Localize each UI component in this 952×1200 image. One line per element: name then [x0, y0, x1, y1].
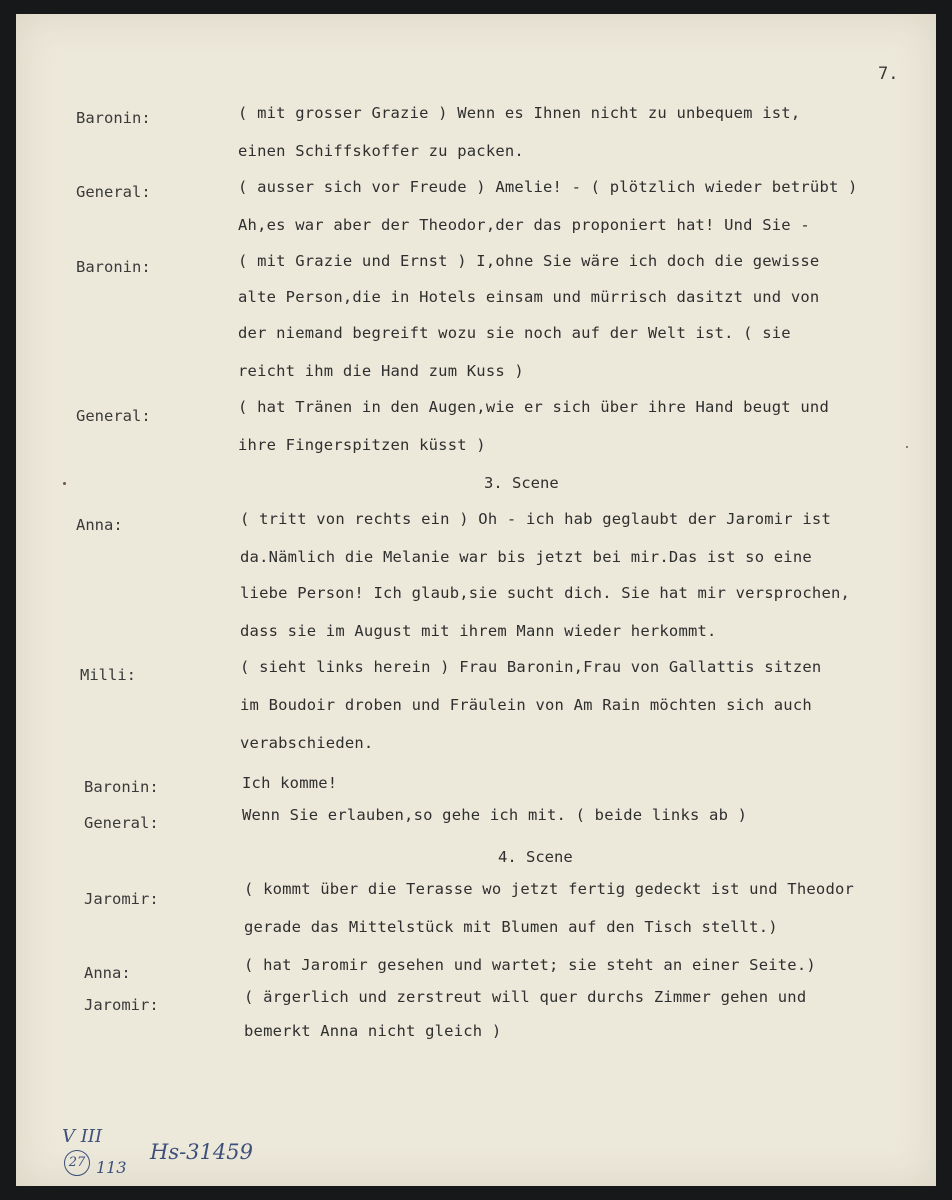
dialogue-line: im Boudoir droben und Fräulein von Am Rain möchten sich auch	[240, 696, 812, 714]
dialogue-line: reicht ihm die Hand zum Kuss )	[238, 362, 524, 380]
speaker-label: Jaromir:	[84, 996, 159, 1014]
speaker-label: General:	[76, 407, 151, 425]
speaker-label: Baronin:	[84, 778, 159, 796]
dialogue-line: bemerkt Anna nicht gleich )	[244, 1022, 502, 1040]
dialogue-line: alte Person,die in Hotels einsam und mürrisch dasitzt und von	[238, 288, 820, 306]
speaker-label: Anna:	[84, 964, 131, 982]
speaker-label: Milli:	[80, 666, 136, 684]
dialogue-line: ( sieht links herein ) Frau Baronin,Frau von Gallattis sitzen	[240, 658, 822, 676]
dialogue-line: Ah,es war aber der Theodor,der das proponiert hat! Und Sie -	[238, 216, 810, 234]
paper-speck	[63, 482, 66, 485]
dialogue-line: ( ausser sich vor Freude ) Amelie! - ( plötzlich wieder betrübt )	[238, 178, 858, 196]
dialogue-line: ( kommt über die Terasse wo jetzt fertig gedeckt ist und Theodor	[244, 880, 855, 898]
speaker-label: General:	[84, 814, 159, 832]
archive-shelf-mark: V III	[62, 1126, 103, 1147]
dialogue-line: da.Nämlich die Melanie war bis jetzt bei mir.Das ist so eine	[240, 548, 812, 566]
speaker-label: Anna:	[76, 516, 123, 534]
scene-heading: 3. Scene	[484, 474, 559, 492]
dialogue-line: der niemand begreift wozu sie noch auf der Welt ist. ( sie	[238, 324, 791, 342]
dialogue-line: ( tritt von rechts ein ) Oh - ich hab geglaubt der Jaromir ist	[240, 510, 831, 528]
speaker-label: Baronin:	[76, 109, 151, 127]
dialogue-line: Ich komme!	[242, 774, 338, 792]
dialogue-line: dass sie im August mit ihrem Mann wieder herkommt.	[240, 622, 717, 640]
archive-sub-number: 113	[96, 1158, 127, 1177]
dialogue-line: ( mit grosser Grazie ) Wenn es Ihnen nicht zu unbequem ist,	[238, 104, 801, 122]
paper-speck	[906, 446, 908, 448]
speaker-label: Baronin:	[76, 258, 151, 276]
dialogue-line: ( hat Tränen in den Augen,wie er sich über ihre Hand beugt und	[238, 398, 829, 416]
manuscript-page	[16, 14, 936, 1186]
circled-number-text: 27	[68, 1155, 86, 1170]
speaker-label: General:	[76, 183, 151, 201]
dialogue-line: gerade das Mittelstück mit Blumen auf den Tisch stellt.)	[244, 918, 778, 936]
dialogue-line: ( ärgerlich und zerstreut will quer durchs Zimmer gehen und	[244, 988, 807, 1006]
dialogue-line: einen Schiffskoffer zu packen.	[238, 142, 524, 160]
dialogue-line: ( hat Jaromir gesehen und wartet; sie steht an einer Seite.)	[244, 956, 816, 974]
dialogue-line: Wenn Sie erlauben,so gehe ich mit. ( beide links ab )	[242, 806, 748, 824]
archive-circled-number	[64, 1150, 90, 1176]
page-number: 7.	[878, 64, 899, 84]
scene-heading: 4. Scene	[498, 848, 573, 866]
dialogue-line: ihre Fingerspitzen küsst )	[238, 436, 486, 454]
dialogue-line: verabschieden.	[240, 734, 374, 752]
archive-signature: Hs-31459	[150, 1140, 253, 1164]
speaker-label: Jaromir:	[84, 890, 159, 908]
dialogue-line: liebe Person! Ich glaub,sie sucht dich. Sie hat mir versprochen,	[240, 584, 851, 602]
dialogue-line: ( mit Grazie und Ernst ) I,ohne Sie wäre ich doch die gewisse	[238, 252, 820, 270]
